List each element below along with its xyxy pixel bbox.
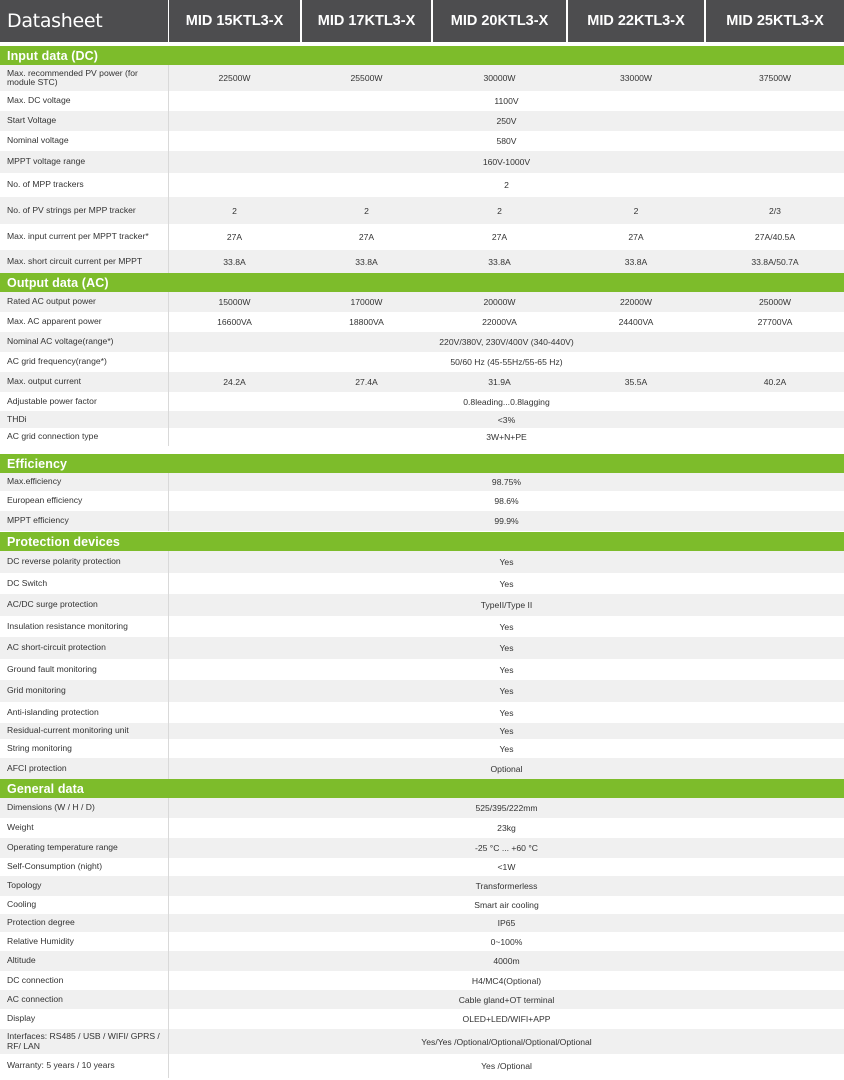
row-value: 580V [496, 136, 517, 146]
column-divider [168, 65, 169, 91]
row-value: <3% [497, 414, 516, 425]
row-value: Yes [499, 664, 514, 675]
model-header: MID 22KTL3-X [568, 0, 704, 42]
row-label: Grid monitoring [7, 685, 66, 696]
row-value: Yes [499, 707, 514, 718]
row-value: 0~100% [490, 936, 523, 947]
column-divider [168, 659, 169, 680]
column-divider [168, 896, 169, 914]
row-value: 27A [358, 232, 375, 242]
row-label: Max. recommended PV power (for module STC) [7, 67, 138, 87]
column-divider [168, 990, 169, 1009]
row-label: Max. output current [7, 376, 82, 387]
row-value: Optional [490, 764, 523, 774]
row-value: 24.2A [223, 377, 246, 387]
row-label: No. of MPP trackers [7, 179, 84, 190]
row-label: String monitoring [7, 742, 72, 753]
row-label: Residual-current monitoring unit [7, 725, 129, 736]
row-value: 27A [628, 232, 644, 242]
column-divider [168, 224, 169, 250]
row-label: AC/DC surge protection [7, 599, 98, 610]
column-divider [168, 951, 169, 971]
column-divider [168, 312, 169, 332]
row-value: IP65 [497, 918, 516, 928]
row-value: 23kg [497, 823, 516, 833]
row-label: Max. short circuit current per MPPT [7, 256, 143, 267]
section-header: Protection devices [0, 532, 844, 551]
row-label: AFCI protection [7, 763, 67, 774]
row-value: 31.9A [488, 377, 511, 387]
row-label: MPPT efficiency [7, 515, 69, 526]
column-divider [168, 702, 169, 723]
column-divider [168, 352, 169, 372]
row-label: European efficiency [7, 495, 83, 506]
column-divider [168, 428, 169, 446]
row-label: Protection degree [7, 917, 75, 928]
column-divider [168, 372, 169, 392]
column-divider [168, 151, 169, 173]
column-divider [168, 637, 169, 659]
row-label: AC grid frequency(range*) [7, 356, 107, 367]
row-label: Adjustable power factor [7, 395, 97, 406]
row-label: Nominal AC voltage(range*) [7, 336, 114, 347]
section-header: Output data (AC) [0, 273, 844, 292]
row-value: 2 [364, 205, 369, 216]
row-value: OLED+LED/WIFI+APP [462, 1014, 551, 1024]
row-value: Yes /Optional [481, 1061, 532, 1071]
row-label: AC connection [7, 993, 63, 1004]
row-value: 22000VA [482, 317, 517, 327]
column-divider [168, 250, 169, 274]
column-divider [168, 573, 169, 594]
column-divider [168, 131, 169, 151]
row-label: Altitude [7, 955, 36, 966]
column-divider [168, 332, 169, 352]
column-divider [168, 392, 169, 411]
row-label: Dimensions (W / H / D) [7, 802, 95, 813]
row-value: 22000W [619, 297, 652, 307]
row-value: Smart air cooling [474, 900, 539, 910]
column-divider [168, 292, 169, 312]
row-label: Interfaces: RS485 / USB / WIFI/ GPRS / RF/ LAN [7, 1031, 160, 1051]
row-value: 16600VA [217, 317, 252, 327]
column-divider [168, 616, 169, 637]
row-value: 220V/380V, 230V/400V (340-440V) [439, 337, 574, 347]
row-value: 2/3 [769, 205, 781, 216]
section-header: Efficiency [0, 454, 844, 473]
row-value: 33.8A [355, 257, 378, 267]
row-value: 30000W [483, 73, 516, 83]
model-header: MID 15KTL3-X [169, 0, 300, 42]
column-divider [168, 594, 169, 616]
row-value: 2 [497, 205, 502, 216]
row-value: Yes/Yes /Optional/Optional/Optional/Optional [421, 1036, 592, 1047]
row-label: DC connection [7, 974, 64, 985]
row-value: 2 [504, 180, 509, 190]
row-value: TypeII/Type II [480, 600, 533, 610]
row-label: Relative Humidity [7, 935, 74, 946]
column-divider [168, 551, 169, 573]
row-value: 18800VA [349, 317, 384, 327]
row-label: No. of PV strings per MPP tracker [7, 204, 136, 215]
column-divider [168, 197, 169, 224]
column-divider [168, 111, 169, 131]
row-value: 35.5A [624, 377, 648, 387]
column-divider [168, 838, 169, 858]
row-value: -25 °C ... +60 °C [475, 843, 538, 853]
row-value: Yes [499, 726, 514, 736]
column-divider [168, 739, 169, 758]
row-value: 20000W [483, 297, 516, 307]
row-label: DC Switch [7, 577, 48, 588]
row-value: 4000m [493, 956, 520, 966]
row-label: Cooling [7, 899, 37, 910]
model-header: MID 25KTL3-X [706, 0, 844, 42]
row-label: Display [7, 1013, 36, 1024]
row-value: Yes [499, 686, 514, 696]
row-value: H4/MC4(Optional) [471, 975, 542, 986]
column-divider [168, 818, 169, 838]
row-value: 525/395/222mm [475, 803, 538, 813]
row-label: DC reverse polarity protection [7, 556, 121, 567]
row-label: Anti-islanding protection [7, 706, 99, 717]
row-value: 27A [491, 232, 508, 242]
row-value: 99.9% [494, 516, 519, 526]
row-value: 1100V [494, 96, 519, 106]
row-value: 2 [232, 205, 237, 216]
row-label: Max. input current per MPPT tracker* [7, 231, 149, 242]
row-value: 2 [633, 205, 639, 216]
section-header: General data [0, 779, 844, 798]
row-value: 27A [226, 232, 243, 242]
column-divider [168, 932, 169, 951]
section-header: Input data (DC) [0, 46, 844, 65]
row-value: 17000W [350, 297, 383, 307]
column-divider [168, 758, 169, 780]
row-value: 27.4A [355, 377, 378, 387]
row-value: 250V [496, 116, 517, 126]
row-value: 33.8A [223, 257, 246, 267]
row-value: 40.2A [763, 377, 787, 387]
row-label: Max. DC voltage [7, 95, 71, 106]
row-label: Warranty: 5 years / 10 years [7, 1060, 115, 1071]
row-label: MPPT voltage range [7, 156, 86, 167]
row-value: 50/60 Hz (45-55Hz/55-65 Hz) [450, 357, 563, 367]
column-divider [168, 411, 169, 428]
row-label: Topology [7, 880, 42, 891]
row-label: Insulation resistance monitoring [7, 620, 128, 631]
row-value: <1W [497, 862, 516, 872]
row-value: 25500W [350, 73, 383, 83]
column-divider [168, 858, 169, 876]
row-label: Start Voltage [7, 115, 57, 126]
row-label: AC grid connection type [7, 431, 99, 442]
row-label: Ground fault monitoring [7, 663, 97, 674]
row-value: 33.8A [488, 257, 511, 267]
row-value: 24400VA [618, 317, 654, 327]
row-value: Transformerless [475, 881, 538, 891]
row-label: Max. AC apparent power [7, 316, 102, 327]
row-label: AC short-circuit protection [7, 642, 106, 653]
row-value: Yes [499, 578, 514, 589]
row-value: 33.8A/50.7A [751, 257, 799, 267]
row-value: 98.75% [491, 477, 522, 487]
row-value: 27A/40.5A [754, 232, 796, 242]
model-header: MID 20KTL3-X [433, 0, 566, 42]
column-divider [168, 473, 169, 491]
row-value: 3W+N+PE [486, 432, 527, 442]
row-label: Operating temperature range [7, 842, 118, 853]
column-divider [168, 1054, 169, 1078]
column-divider [168, 173, 169, 197]
row-label: Rated AC output power [7, 296, 96, 307]
row-value: 98.6% [494, 496, 519, 506]
column-divider [168, 723, 169, 739]
row-label: Weight [7, 822, 34, 833]
column-divider [168, 798, 169, 818]
row-value: Yes [499, 621, 514, 632]
row-label: Max.efficiency [7, 476, 62, 487]
row-value: 22500W [218, 73, 251, 83]
datasheet-title: Datasheet [0, 0, 168, 42]
row-value: 27700VA [757, 317, 793, 327]
row-value: 33.8A [624, 257, 648, 267]
row-value: Yes [499, 643, 514, 653]
column-divider [168, 680, 169, 702]
row-value: 0.8leading...0.8lagging [463, 396, 550, 407]
column-divider [168, 1029, 169, 1054]
row-value: 37500W [758, 73, 791, 83]
row-label: Self-Consumption (night) [7, 861, 103, 872]
column-divider [168, 91, 169, 111]
row-value: Yes [499, 557, 514, 567]
column-divider [168, 914, 169, 932]
column-divider [168, 511, 169, 531]
column-divider [168, 876, 169, 896]
row-value: 25000W [758, 297, 791, 307]
row-value: Yes [499, 743, 514, 754]
model-header: MID 17KTL3-X [302, 0, 431, 42]
row-value: 33000W [619, 73, 652, 83]
row-label: THDi [7, 413, 27, 424]
column-divider [168, 491, 169, 511]
row-value: 15000W [218, 297, 251, 307]
row-value: Cable gland+OT terminal [458, 994, 555, 1005]
row-label: Nominal voltage [7, 135, 69, 146]
row-value: 160V-1000V [482, 157, 531, 167]
column-divider [168, 1009, 169, 1029]
column-divider [168, 971, 169, 990]
